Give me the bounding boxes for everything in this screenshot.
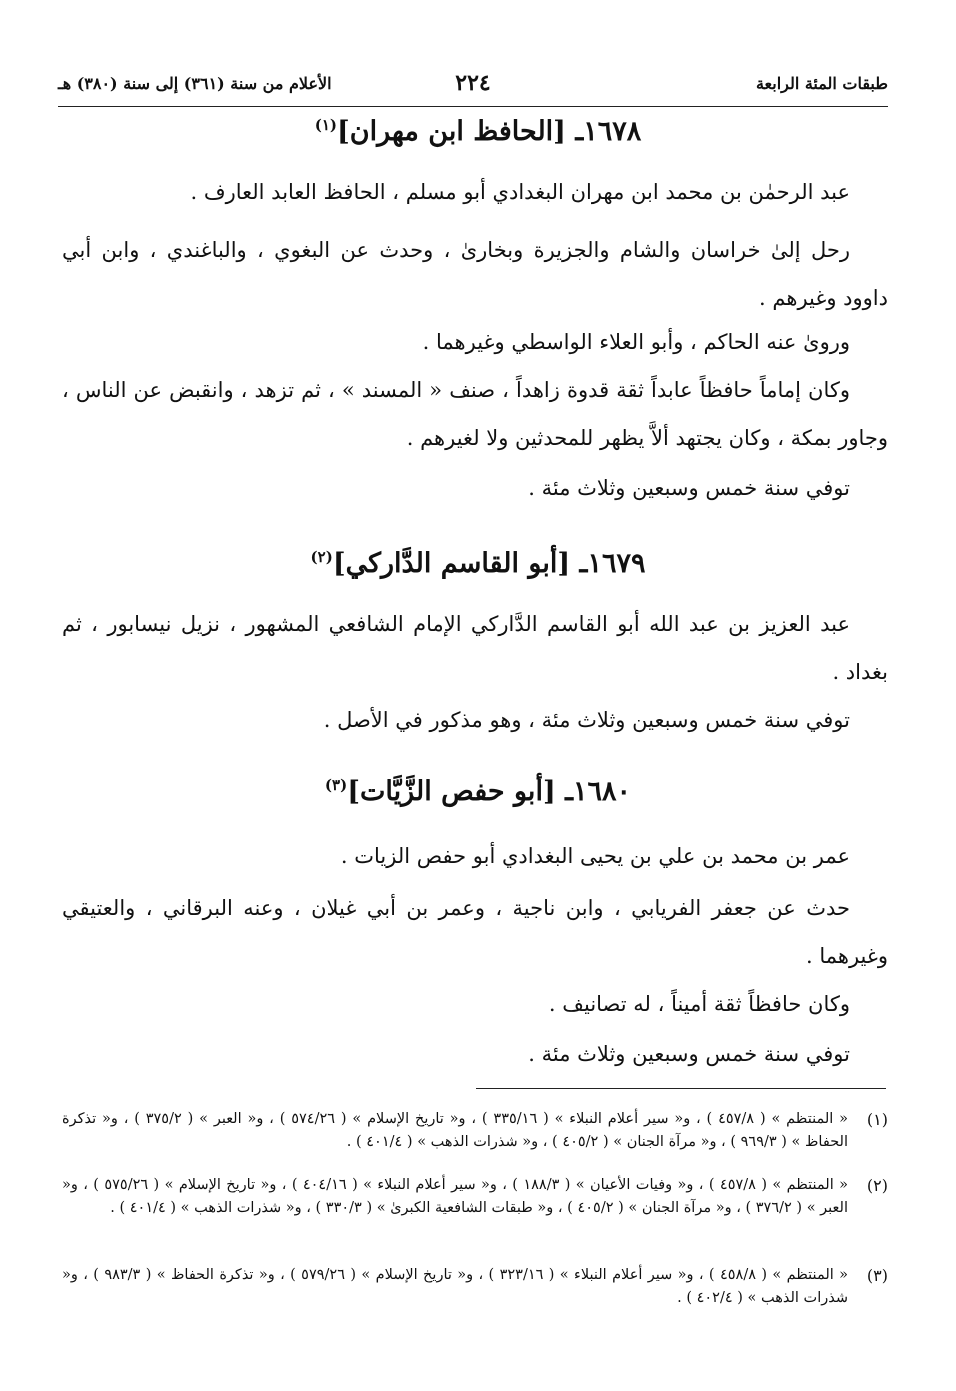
entry-title-1680 — [0, 776, 956, 807]
paragraph: توفي سنة خمس وسبعين وثلاث مئة . — [528, 1042, 850, 1066]
entry-title-text: ١٦٨٠ـ [أبو حفص الزَّيَّات] — [347, 776, 632, 807]
paragraph: وروىٰ عنه الحاكم ، وأبو العلاء الواسطي وغيرهما . — [422, 330, 850, 354]
footnote-ref: (١) — [314, 116, 337, 134]
paragraph: توفي سنة خمس وسبعين وثلاث مئة . — [528, 476, 850, 500]
header-section-title: الأعلام من سنة (٣٦١) إلى سنة (٣٨٠) هـ — [58, 74, 332, 93]
paragraph: حدث عن جعفر الفريابي ، وابن ناجية ، وعمر بن أبي غيلان ، وعنه البرقاني ، والعتيقي وغيرهما . — [62, 896, 888, 968]
footnote-text: « المنتظم » ( ٤٥٧/٨ ) ، و« وفيات الأعيان » ( ١٨٨/٣ ) ، و« سير أعلام النبلاء » ( ٤٠٤/١٦ ) ، و« تاريخ الإسلام » ( ٥٧٥/٢٦ ) ، و« العبر » ( ٣٧٦/٢ ) ، و« مرآة الجنان » ( ٤٠٥/٢ ) ، و« طبقات الشافعية الكبرىٰ » ( ٣٣٠/٣ ) ، و« شذرات الذهب » ( ٤٠١/٤ ) . — [62, 1177, 848, 1216]
footnote-text: « المنتظم » ( ٤٥٧/٨ ) ، و« سير أعلام النبلاء » ( ٣٣٥/١٦ ) ، و« تاريخ الإسلام » ( ٥٧٤/٢٦ ) ، و« العبر » ( ٣٧٥/٢ ) ، و« تذكرة الحفاظ » ( ٩٦٩/٣ ) ، و« مرآة الجنان » ( ٤٠٥/٢ ) ، و« شذرات الذهب » ( ٤٠١/٤ ) . — [62, 1111, 848, 1150]
page-number: ٢٢٤ — [455, 70, 491, 96]
footnote-divider — [476, 1088, 886, 1089]
paragraph: عبد الرحمٰن بن محمد ابن مهران البغدادي أبو مسلم ، الحافظ العابد العارف . — [190, 180, 850, 204]
entry-title-text: ١٦٧٩ـ [أبو القاسم الدَّاركي] — [332, 548, 646, 579]
paragraph: وكان إماماً حافظاً عابداً ثقة قدوة زاهداً ، صنف « المسند » ، ثم تزهد ، وانقبض عن الناس ، وجاور بمكة ، وكان يجتهد ألاَّ يظهر للمحدثين ولا لغيرهم . — [62, 378, 888, 450]
entry-title-text: ١٦٧٨ـ [الحافظ ابن مهران] — [336, 116, 642, 147]
paragraph: وكان حافظاً ثقة أميناً ، له تصانيف . — [548, 992, 850, 1016]
footnote-number: (٢) — [866, 1176, 888, 1195]
footnote-ref: (٣) — [324, 776, 348, 794]
footnote-3 — [62, 1264, 888, 1310]
entry-title-1678 — [0, 116, 956, 147]
footnote-2 — [62, 1174, 888, 1220]
paragraph: توفي سنة خمس وسبعين وثلاث مئة ، وهو مذكور في الأصل . — [323, 708, 850, 732]
paragraph: عمر بن محمد بن علي بن يحيى البغدادي أبو حفص الزيات . — [340, 844, 850, 868]
footnote-number: (٣) — [866, 1266, 888, 1285]
footnote-text: « المنتظم » ( ٤٥٨/٨ ) ، و« سير أعلام النبلاء » ( ٣٢٣/١٦ ) ، و« تاريخ الإسلام » ( ٥٧٩/٢٦ ) ، و« تذكرة الحفاظ » ( ٩٨٣/٣ ) ، و« شذرات الذهب » ( ٤٠٢/٤ ) . — [62, 1267, 849, 1306]
paragraph: رحل إلىٰ خراسان والشام والجزيرة وبخارىٰ ، وحدث عن البغوي ، والباغندي ، وابن أبي داوود وغيرهم . — [62, 238, 888, 310]
footnote-number: (١) — [866, 1110, 888, 1129]
paragraph: عبد العزيز بن عبد الله أبو القاسم الدَّاركي الإمام الشافعي المشهور ، نزيل نيسابور ، ثم بغداد . — [62, 612, 888, 684]
footnote-ref: (٢) — [310, 548, 333, 566]
header-book-title: طبقات المئة الرابعة — [755, 74, 888, 93]
entry-title-1679 — [0, 548, 956, 579]
running-header — [58, 66, 888, 107]
footnote-1 — [62, 1108, 888, 1154]
